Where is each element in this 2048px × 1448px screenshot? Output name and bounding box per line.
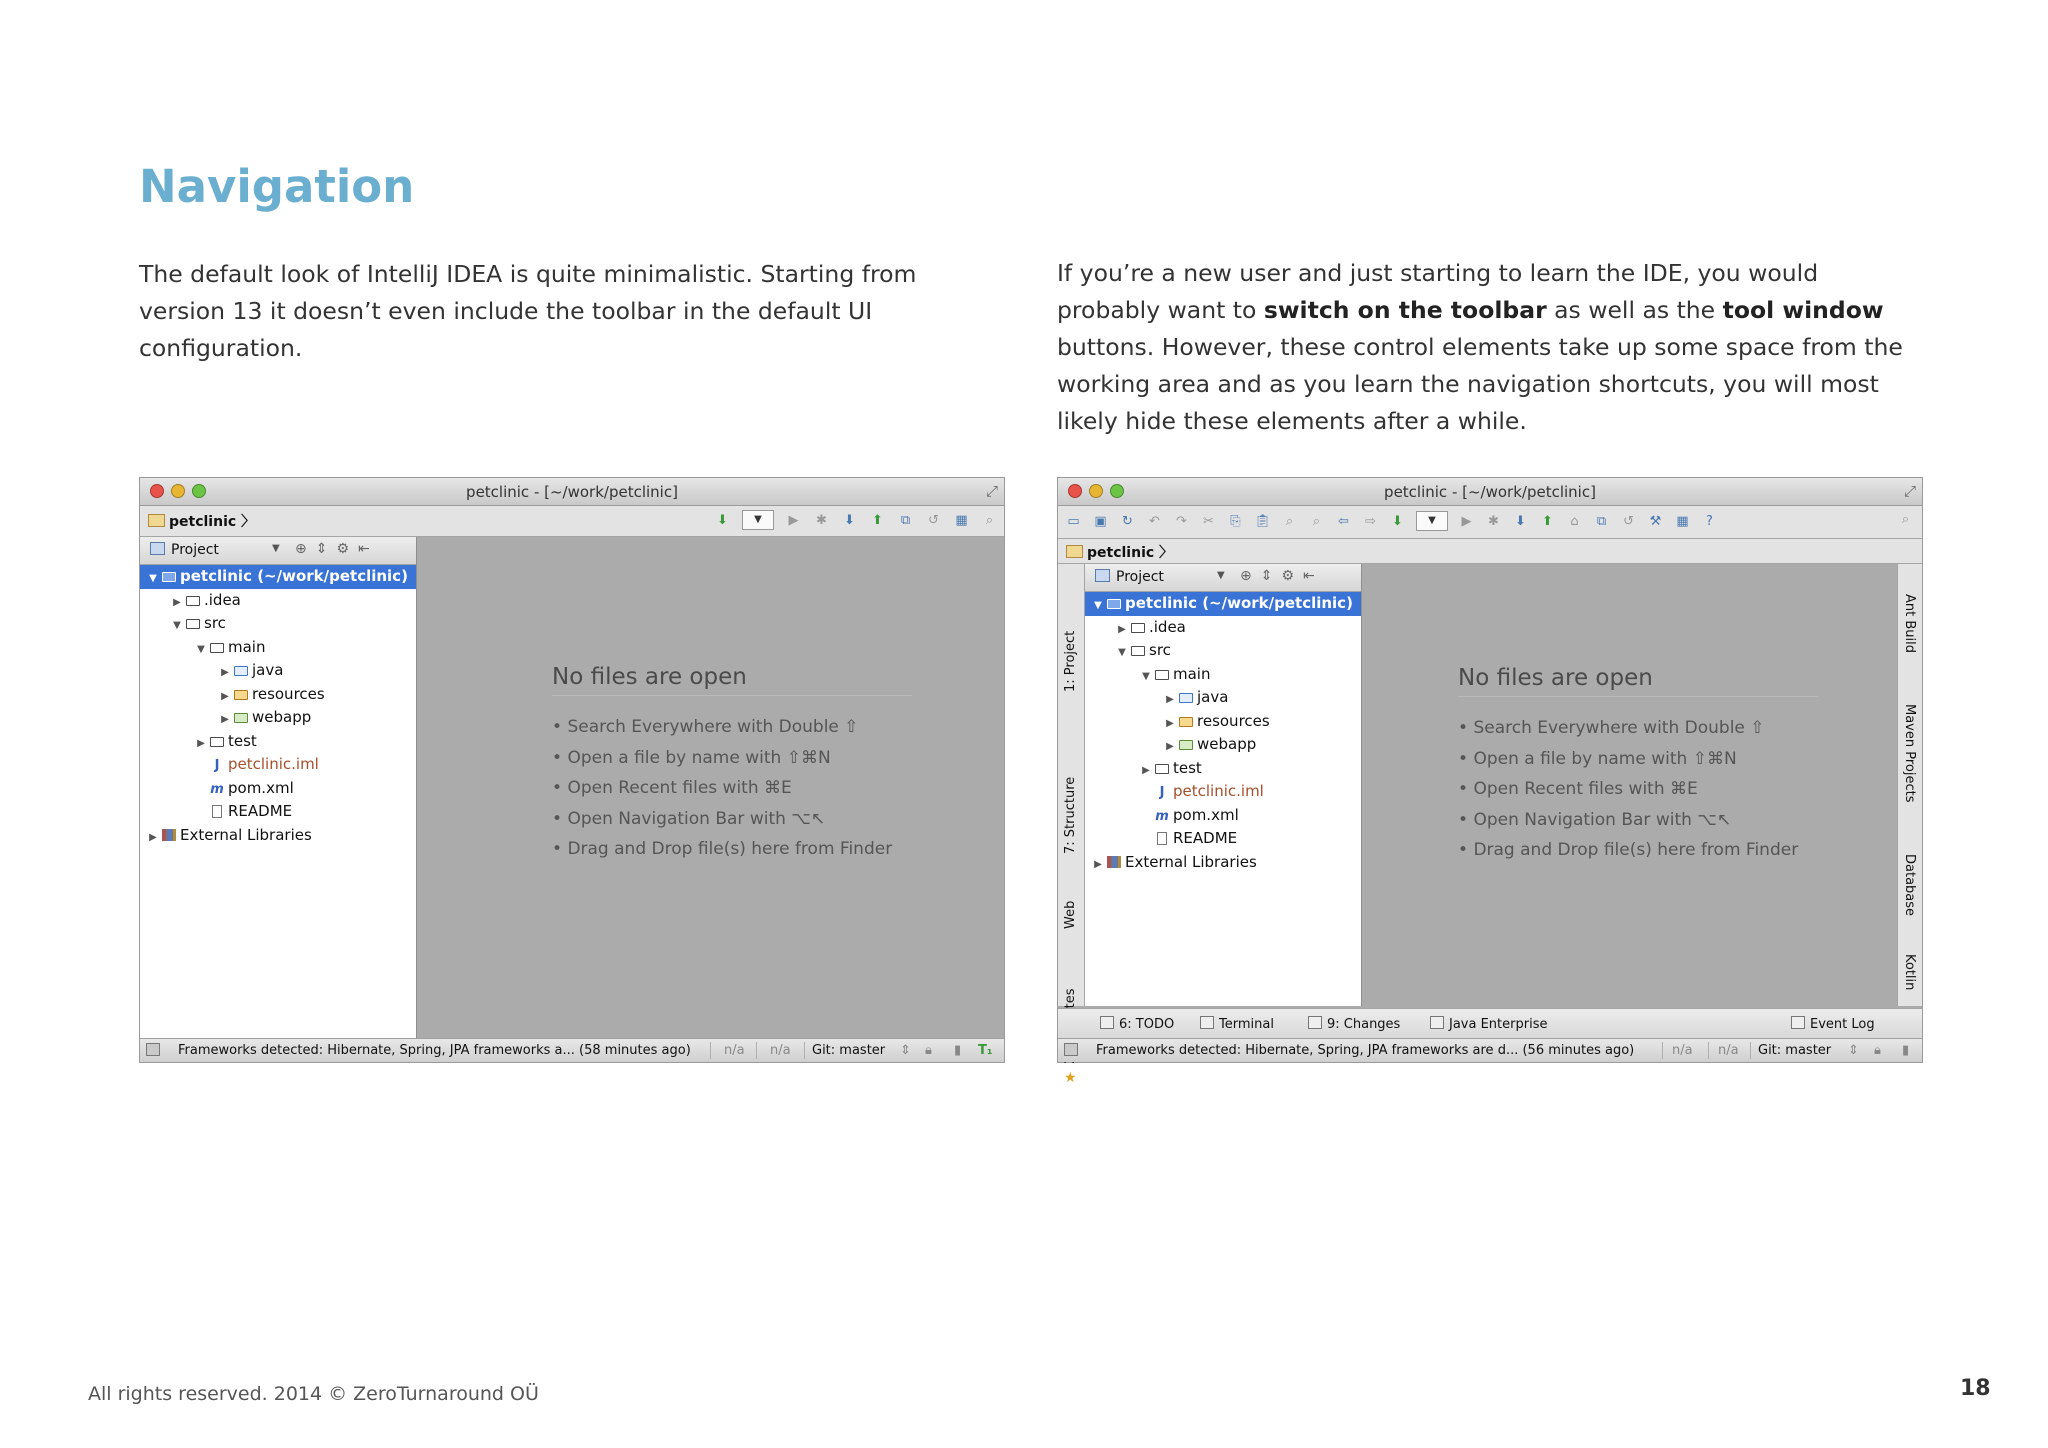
collapsed-arrow-icon[interactable]: ▶ [173,596,181,608]
tool-tab-terminal[interactable]: Terminal [1219,1017,1274,1032]
tool-tab-java-enterprise[interactable]: Java Enterprise [1449,1017,1548,1032]
tree-item[interactable] [1085,710,1361,734]
text-run: If you’re a new user and just starting to learn the IDE, you would probably want to [1057,259,1819,324]
stepper-icon[interactable]: ⇕ [900,1043,911,1058]
project-view-selector[interactable] [1095,569,1164,585]
tool-tab-todo[interactable]: 6: TODO [1119,1017,1175,1032]
empty-editor [1458,665,1818,866]
search-icon[interactable]: ⌕ [985,512,994,528]
collapse-all-icon[interactable]: ⇕ [1260,568,1273,584]
left-tool-strip [1058,564,1085,1086]
redo-icon[interactable]: ↷ [1176,513,1187,529]
folder-icon [1066,545,1083,558]
empty-editor [552,664,912,865]
caret-position: n/a [1672,1043,1693,1058]
save-icon[interactable]: ▣ [1094,513,1107,529]
collapsed-arrow-icon[interactable]: ▶ [1142,764,1150,776]
tree-item-label: webapp [1197,735,1257,753]
collapsed-arrow-icon[interactable]: ▶ [1094,858,1102,870]
tree-item[interactable] [140,636,416,660]
vcs-history-icon[interactable]: ⌂ [1570,513,1579,529]
vcs-compare-icon[interactable]: ⧉ [900,512,911,528]
status-toggle-icon[interactable] [1064,1043,1078,1056]
tree-item[interactable] [1085,592,1361,616]
back-icon[interactable]: ⇦ [1338,513,1349,529]
folder-icon [1179,717,1193,727]
vcs-update-icon[interactable]: ⬇ [844,512,855,528]
tree-item-label: main [1173,664,1211,683]
settings-icon[interactable]: ⚒ [1649,513,1662,529]
tree-item-label: petclinic (~/work/petclinic) [180,567,408,585]
tree-item[interactable] [1085,686,1361,710]
lock-icon[interactable]: 🔒︎ [925,1043,932,1058]
encoding: n/a [770,1043,791,1058]
tool-tab-structure[interactable]: 7: Structure [1063,776,1078,854]
encoding: n/a [1718,1043,1739,1058]
chevron-down-icon[interactable]: ▼ [1217,570,1225,581]
folder-icon [186,596,200,606]
page-title: Navigation [139,160,415,213]
undo-icon[interactable]: ↶ [1149,513,1160,529]
folder-icon [186,619,200,629]
copy-icon[interactable]: ⎘ [1230,513,1241,529]
empty-title: No files are open [552,664,912,696]
window-title: petclinic - [~/work/petclinic] [1384,483,1596,501]
tree-item[interactable] [140,753,416,777]
tree-item[interactable] [1085,827,1361,851]
search-icon[interactable]: ⌕ [1901,512,1910,527]
replace-icon[interactable]: ⌕ [1312,513,1321,529]
tree-item[interactable] [140,612,416,636]
tree-item-label: README [228,802,293,820]
status-toggle-icon[interactable] [146,1043,160,1056]
collapsed-arrow-icon[interactable]: ▶ [1118,623,1126,635]
tree-item[interactable] [140,730,416,754]
tree-item-label: pom.xml [228,778,294,797]
tree-item-label: External Libraries [180,825,312,844]
text-file-icon [212,805,222,818]
breadcrumb-label: petclinic [1087,545,1155,561]
run-icon[interactable]: ▶ [788,512,799,528]
run-config-combo[interactable]: ▼ [742,510,774,530]
folder-icon [1179,740,1193,750]
event-log-icon [1791,1016,1805,1029]
tree-item[interactable] [140,683,416,707]
tree-item[interactable] [140,589,416,613]
panel-label: Project [1116,569,1164,585]
gear-icon[interactable]: ⚙ [336,541,350,557]
maven-icon: m [1155,808,1169,824]
memory-icon: ▮ [1902,1043,1910,1058]
tool-window-bar [1058,1008,1922,1039]
caret-position: n/a [724,1043,745,1058]
tree-item-label: petclinic (~/work/petclinic) [1125,594,1353,612]
revert-icon[interactable]: ↺ [1623,513,1634,529]
tree-item[interactable] [140,659,416,683]
tree-item-label: .idea [1149,617,1186,636]
vcs-commit-icon[interactable]: ⬆ [872,512,883,528]
terminal-icon [1200,1016,1214,1029]
sync-icon[interactable]: ↻ [1122,513,1133,529]
open-folder-icon[interactable]: ▭ [1067,513,1080,529]
tree-item[interactable] [1085,639,1361,663]
debug-icon[interactable]: ✱ [816,512,827,528]
text-file-icon [1157,832,1167,845]
run-config-combo[interactable]: ▼ [1416,511,1448,531]
tree-item-label: README [1173,829,1238,847]
star-icon: ★ [1064,1070,1077,1086]
ide-screenshot-minimal [139,477,1005,1063]
fullscreen-icon[interactable]: ⤢ [1903,482,1916,500]
run-icon[interactable]: ▶ [1461,513,1472,529]
empty-title: No files are open [1458,665,1818,697]
hint-item: • Open Navigation Bar with ⌥↖ [1458,805,1818,836]
library-icon [1107,856,1121,868]
hint-item: • Drag and Drop file(s) here from Finder [552,834,912,865]
tool-tab-event-log[interactable]: Event Log [1810,1017,1875,1032]
intro-paragraph: The default look of IntelliJ IDEA is quite minimalistic. Starting from version 13 it doesn’t even include the toolbar in the default UI configuration. [139,260,917,362]
build-icon[interactable]: ⬇ [717,512,728,528]
collapsed-arrow-icon[interactable]: ▶ [221,667,229,678]
tree-item[interactable] [1085,757,1361,781]
tree-item-label: External Libraries [1125,852,1257,871]
tool-tab-project[interactable]: 1: Project [1063,630,1078,692]
tree-item[interactable] [1085,804,1361,828]
collapsed-arrow-icon[interactable]: ▶ [197,737,205,749]
hint-item: • Search Everywhere with Double ⇧ [1458,713,1818,744]
window-titlebar [1058,478,1922,506]
tree-item[interactable] [1085,851,1361,875]
lock-icon[interactable]: 🔒︎ [1874,1043,1881,1058]
project-tree [1085,592,1361,874]
project-icon [1095,569,1110,582]
tree-item-label: java [252,661,284,679]
cut-icon[interactable]: ✂ [1203,513,1214,529]
folder-icon [234,666,248,676]
tree-item-label: main [228,637,266,656]
status-message[interactable]: Frameworks detected: Hibernate, Spring, JPA frameworks are d... (56 minutes ago) [1096,1043,1635,1058]
tree-item[interactable] [1085,780,1361,804]
tree-item-label: java [1197,688,1229,706]
module-file-icon: J [214,758,220,773]
project-icon [150,542,165,555]
text-run: buttons. However, these control elements take up some space from the working area and as you learn the navigation shortcuts, you will most likely hide these elements after a while. [1057,333,1903,435]
tree-item[interactable] [140,824,416,848]
tool-tab-changes[interactable]: 9: Changes [1327,1017,1401,1032]
paste-icon[interactable]: 📋︎ [1254,513,1271,529]
expanded-arrow-icon[interactable]: ▼ [1142,670,1150,682]
expanded-arrow-icon[interactable]: ▼ [197,643,205,655]
help-icon[interactable]: ? [1706,513,1713,529]
folder-icon [148,514,165,527]
tool-tab-ant-build[interactable]: Ant Build [1902,594,1917,653]
module-file-icon: J [1159,785,1165,800]
collapsed-arrow-icon[interactable]: ▶ [1166,694,1174,705]
chevron-down-icon[interactable]: ▼ [272,543,280,554]
expanded-arrow-icon[interactable]: ▼ [1118,647,1126,658]
tree-item-label: src [1149,641,1171,659]
vcs-compare-icon[interactable]: ⧉ [1596,513,1607,529]
project-pane [1085,564,1362,1006]
hint-item: • Open Navigation Bar with ⌥↖ [552,804,912,835]
tool-tab-kotlin[interactable]: Kotlin [1902,954,1917,991]
hint-list [1458,713,1818,866]
gear-icon[interactable]: ⚙ [1281,568,1295,584]
status-message[interactable]: Frameworks detected: Hibernate, Spring, JPA frameworks a... (58 minutes ago) [178,1043,691,1058]
project-structure-icon[interactable]: ▦ [955,512,968,528]
find-icon[interactable]: ⌕ [1285,513,1294,529]
hide-panel-icon[interactable]: ⇤ [358,541,370,557]
tool-tab-maven[interactable]: Maven Projects [1902,704,1917,803]
project-structure-icon[interactable]: ▦ [1676,513,1689,529]
folder-icon [1131,646,1145,656]
folder-icon [210,643,224,653]
tree-item[interactable] [1085,663,1361,687]
bold-toolbar: switch on the toolbar [1263,296,1547,324]
ide-screenshot-full [1057,477,1923,1086]
changes-icon [1308,1016,1322,1029]
tool-tab-database[interactable]: Database [1902,854,1917,917]
collapsed-arrow-icon[interactable]: ▶ [221,690,229,702]
project-pane [140,537,417,1039]
expanded-arrow-icon[interactable]: ▼ [173,620,181,631]
folder-icon [1107,599,1121,609]
project-view-selector[interactable] [150,542,219,558]
status-bar [140,1038,1004,1062]
scroll-from-source-icon[interactable]: ⊕ [295,541,307,557]
project-tree [140,565,416,847]
tree-item-label: pom.xml [1173,805,1239,824]
page-number: 18 [1960,1376,1991,1401]
status-bar [1058,1038,1922,1062]
right-tool-strip [1897,564,1922,1006]
folder-icon [1155,764,1169,774]
git-branch[interactable]: Git: master [1758,1043,1832,1058]
collapsed-arrow-icon[interactable]: ▶ [221,714,229,725]
revert-icon[interactable]: ↺ [928,512,939,528]
library-icon [162,829,176,841]
collapsed-arrow-icon[interactable]: ▶ [1166,741,1174,752]
breadcrumb[interactable]: petclinic 〉 [148,511,255,531]
hint-item: • Open a file by name with ⇧⌘N [1458,744,1818,775]
stepper-icon[interactable]: ⇕ [1848,1043,1859,1058]
bold-tool-window: tool window [1722,296,1884,324]
navigation-bar [140,506,1004,537]
breadcrumb-label: petclinic [169,514,237,530]
tree-item[interactable] [1085,733,1361,757]
todo-icon [1100,1016,1114,1029]
tree-item-label: webapp [252,708,312,726]
breadcrumb[interactable]: petclinic 〉 [1066,542,1173,562]
hint-item: • Drag and Drop file(s) here from Finder [1458,835,1818,866]
tree-item-label: test [228,731,257,750]
forward-icon[interactable]: ⇨ [1365,513,1376,529]
tree-item-label: resources [252,684,325,703]
maven-icon: m [210,781,224,797]
panel-label: Project [171,542,219,558]
tree-item-label: .idea [204,590,241,609]
tree-item[interactable] [1085,616,1361,640]
vcs-update-icon[interactable]: ⬇ [1515,513,1526,529]
tree-item[interactable] [140,777,416,801]
folder-icon [210,737,224,747]
window-title: petclinic - [~/work/petclinic] [466,483,678,501]
scroll-from-source-icon[interactable]: ⊕ [1240,568,1252,584]
tree-item-label: petclinic.iml [1173,782,1264,800]
folder-icon [162,572,176,582]
collapsed-arrow-icon[interactable]: ▶ [1166,717,1174,729]
hint-item: • Open Recent files with ⌘E [1458,774,1818,805]
memory-icon: ▮ [954,1043,962,1058]
tree-item-label: test [1173,758,1202,777]
folder-icon [1155,670,1169,680]
collapsed-arrow-icon[interactable]: ▶ [149,831,157,843]
event-indicator-icon[interactable]: T₁ [978,1043,993,1058]
folder-icon [234,690,248,700]
expanded-arrow-icon[interactable]: ▼ [149,573,157,584]
navigation-bar [1058,539,1922,564]
tree-item[interactable] [140,800,416,824]
hint-item: • Open a file by name with ⇧⌘N [552,743,912,774]
folder-icon [234,713,248,723]
java-enterprise-icon [1430,1016,1444,1029]
build-icon[interactable]: ⬇ [1392,513,1403,529]
collapse-all-icon[interactable]: ⇕ [315,541,328,557]
text-run: as well as the [1546,296,1723,324]
tree-item[interactable] [140,565,416,589]
hide-panel-icon[interactable]: ⇤ [1303,568,1315,584]
tree-item-label: petclinic.iml [228,755,319,773]
hint-list [552,712,912,865]
tree-item[interactable] [140,706,416,730]
hint-item: • Search Everywhere with Double ⇧ [552,712,912,743]
tree-item-label: resources [1197,711,1270,730]
folder-icon [1131,623,1145,633]
fullscreen-icon[interactable]: ⤢ [985,482,998,500]
git-branch[interactable]: Git: master [812,1043,886,1058]
folder-icon [1179,693,1193,703]
window-titlebar [140,478,1004,506]
vcs-commit-icon[interactable]: ⬆ [1542,513,1553,529]
second-paragraph [1057,255,1917,440]
copyright-footer: All rights reserved. 2014 © ZeroTurnaround OÜ [88,1383,539,1405]
expanded-arrow-icon[interactable]: ▼ [1094,600,1102,611]
tool-tab-web[interactable]: Web [1063,900,1078,929]
tree-item-label: src [204,614,226,632]
hint-item: • Open Recent files with ⌘E [552,773,912,804]
debug-icon[interactable]: ✱ [1488,513,1499,529]
main-toolbar [1058,506,1922,539]
